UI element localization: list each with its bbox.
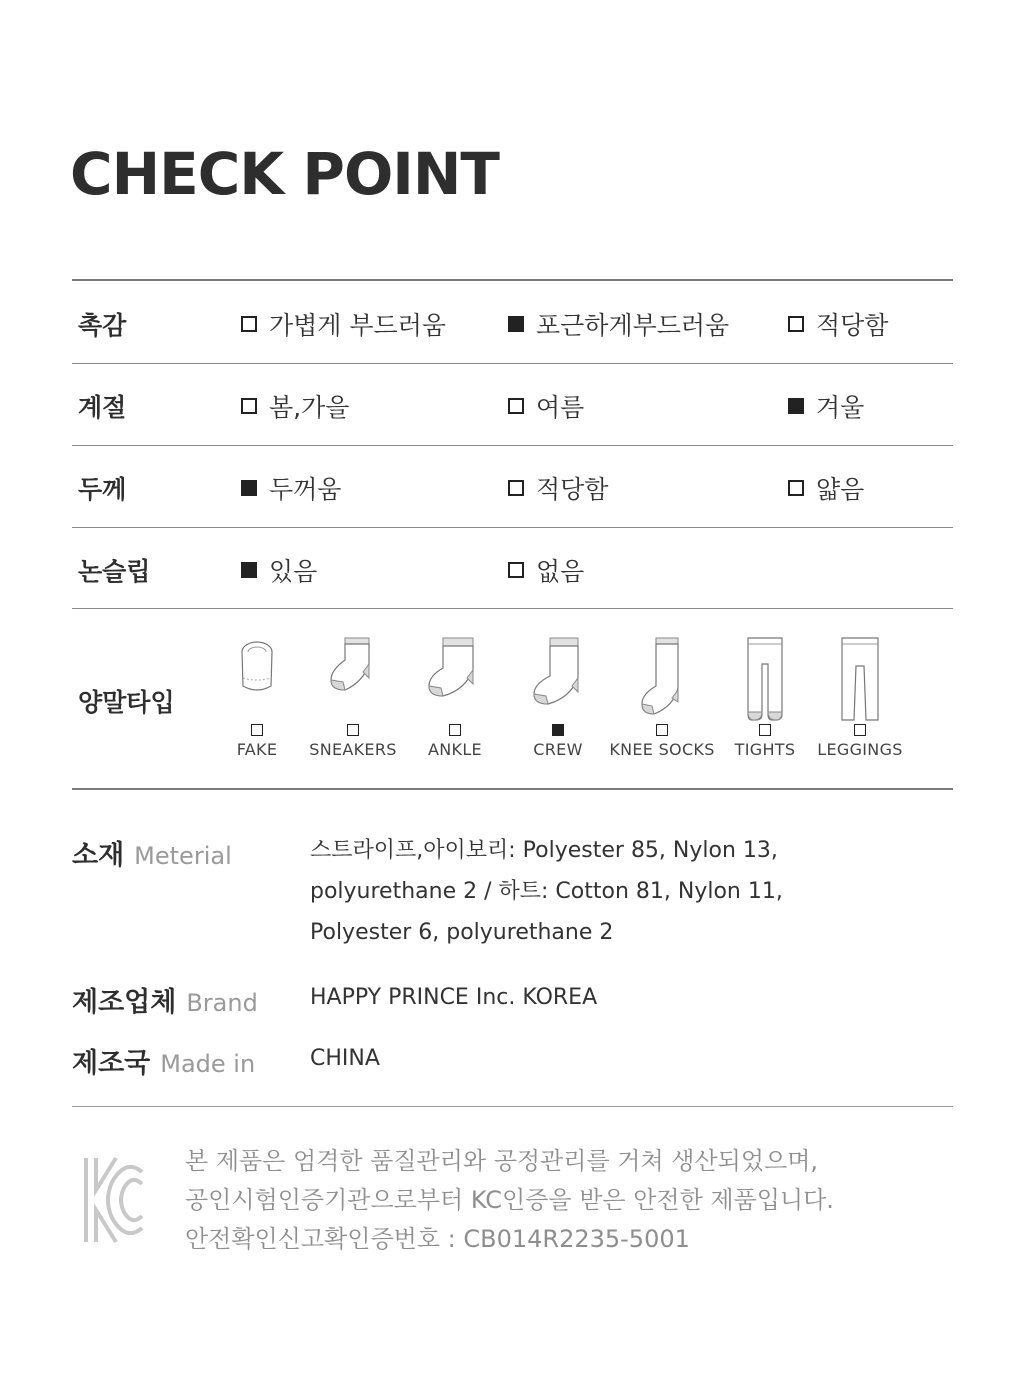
- row-label-thickness: 두께: [78, 475, 127, 504]
- page-title: CHECK POINT: [70, 140, 499, 208]
- row-label-non-slip: 논슬립: [78, 557, 151, 586]
- origin-value: CHINA: [310, 1046, 380, 1071]
- divider: [72, 608, 953, 609]
- crew-sock-icon: [528, 634, 588, 724]
- fake-sock-icon: [227, 634, 287, 724]
- option-thick[interactable]: 두꺼움: [241, 470, 341, 506]
- sneakers-sock-icon: [323, 634, 383, 724]
- option-no[interactable]: 없음: [508, 552, 584, 588]
- checkbox-checked[interactable]: [788, 398, 804, 414]
- row-label-texture: 촉감: [78, 311, 127, 340]
- row-label-season: 계절: [78, 393, 127, 422]
- divider: [72, 363, 953, 364]
- checkbox[interactable]: [656, 724, 668, 736]
- brand-value: HAPPY PRINCE Inc. KOREA: [310, 985, 598, 1010]
- checkbox-checked[interactable]: [241, 562, 257, 578]
- checkbox[interactable]: [788, 316, 804, 332]
- divider: [72, 1106, 953, 1107]
- divider: [72, 788, 953, 790]
- checkbox[interactable]: [251, 724, 263, 736]
- sock-type-tights[interactable]: TIGHTS: [710, 634, 820, 759]
- checkbox-checked[interactable]: [241, 480, 257, 496]
- checkbox[interactable]: [508, 398, 524, 414]
- option-yes[interactable]: 있음: [241, 552, 317, 588]
- row-label-sock-type: 양말타입: [78, 688, 175, 717]
- divider: [72, 279, 953, 281]
- material-value: 스트라이프,아이보리: Polyester 85, Nylon 13, polyurethane 2 / 하트: Cotton 81, Nylon 11, Polyester 6, polyurethane 2: [310, 838, 783, 945]
- ankle-sock-icon: [425, 634, 485, 724]
- kc-mark-icon: [82, 1152, 146, 1248]
- option-spring-fall[interactable]: 봄,가을: [241, 388, 349, 424]
- checkbox[interactable]: [854, 724, 866, 736]
- checkbox[interactable]: [508, 562, 524, 578]
- material-label: 소재 Meterial: [72, 840, 232, 871]
- divider: [72, 445, 953, 446]
- checkbox[interactable]: [788, 480, 804, 496]
- option-medium[interactable]: 적당함: [508, 470, 608, 506]
- sock-type-knee-socks[interactable]: KNEE SOCKS: [607, 634, 717, 759]
- sock-type-leggings[interactable]: LEGGINGS: [805, 634, 915, 759]
- checkbox[interactable]: [241, 316, 257, 332]
- leggings-icon: [830, 634, 890, 724]
- option-thin[interactable]: 얇음: [788, 470, 864, 506]
- knee-sock-icon: [632, 634, 692, 724]
- sock-type-ankle[interactable]: ANKLE: [400, 634, 510, 759]
- sock-type-crew[interactable]: CREW: [503, 634, 613, 759]
- sock-type-sneakers[interactable]: SNEAKERS: [298, 634, 408, 759]
- checkbox[interactable]: [508, 480, 524, 496]
- checkbox-checked[interactable]: [552, 724, 564, 736]
- option-moderate[interactable]: 적당함: [788, 306, 888, 342]
- certification-text: 본 제품은 엄격한 품질관리와 공정관리를 거쳐 생산되었으며, 공인시험인증기관으로부터 KC인증을 받은 안전한 제품입니다. 안전확인신고확인증번호 : CB014R2235-5001: [185, 1147, 834, 1253]
- option-winter[interactable]: 겨울: [788, 388, 864, 424]
- origin-label: 제조국 Made in: [72, 1048, 256, 1079]
- tights-icon: [735, 634, 795, 724]
- brand-label: 제조업체 Brand: [72, 987, 258, 1018]
- option-light-soft[interactable]: 가볍게 부드러움: [241, 306, 446, 342]
- checkbox[interactable]: [449, 724, 461, 736]
- option-cozy-soft[interactable]: 포근하게부드러움: [508, 306, 729, 342]
- sock-type-fake[interactable]: FAKE: [202, 634, 312, 759]
- divider: [72, 527, 953, 528]
- option-summer[interactable]: 여름: [508, 388, 584, 424]
- checkbox-checked[interactable]: [508, 316, 524, 332]
- checkbox[interactable]: [759, 724, 771, 736]
- checkbox[interactable]: [241, 398, 257, 414]
- checkbox[interactable]: [347, 724, 359, 736]
